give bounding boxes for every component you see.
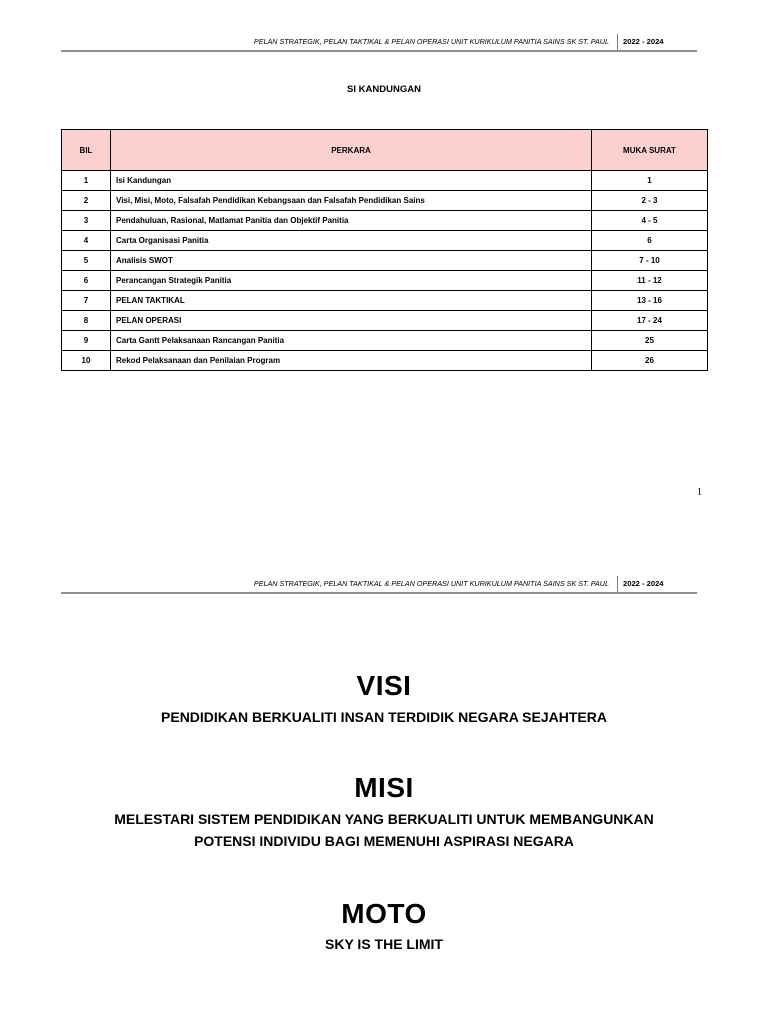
row-item: Carta Organisasi Panitia [111,231,592,251]
moto-text: SKY IS THE LIMIT [325,936,443,952]
row-item: Rekod Pelaksanaan dan Penilaian Program [111,351,592,371]
row-page: 2 - 3 [592,191,708,211]
col-muka-surat: MUKA SURAT [592,130,708,171]
table-row [62,271,708,291]
row-bil: 8 [62,311,111,331]
moto-title: MOTO [341,898,427,929]
row-page: 13 - 16 [592,291,708,311]
row-bil: 10 [62,351,111,371]
col-bil: BIL [62,130,111,171]
row-bil: 6 [62,271,111,291]
table-row [62,351,708,371]
page-number: 1 [697,487,702,498]
row-item: Analisis SWOT [111,251,592,271]
col-perkara: PERKARA [111,130,592,171]
table-row [62,171,708,191]
row-bil: 3 [62,211,111,231]
header-years: 2022 - 2024 [623,37,664,46]
header-rule [61,592,697,594]
row-bil: 2 [62,191,111,211]
table-row [62,331,708,351]
header-separator [617,34,618,50]
table-row [62,311,708,331]
page-header [61,560,697,592]
row-bil: 1 [62,171,111,191]
visi-text: PENDIDIKAN BERKUALITI INSAN TERDIDIK NEGARA SEJAHTERA [161,709,607,725]
toc-heading: SI KANDUNGAN [347,84,421,95]
row-item: PELAN OPERASI [111,311,592,331]
row-item: Visi, Misi, Moto, Falsafah Pendidikan Kebangsaan dan Falsafah Pendidikan Sains [111,191,592,211]
header-title: PELAN STRATEGIK, PELAN TAKTIKAL & PELAN OPERASI UNIT KURIKULUM PANITIA SAINS SK ST. PAUL [253,579,609,588]
row-page: 1 [592,171,708,191]
toc-table [61,129,708,371]
header-title: PELAN STRATEGIK, PELAN TAKTIKAL & PELAN OPERASI UNIT KURIKULUM PANITIA SAINS SK ST. PAUL [253,37,609,46]
page-header [61,0,697,50]
misi-line-2: POTENSI INDIVIDU BAGI MEMENUHI ASPIRASI NEGARA [194,833,574,849]
visi-title: VISI [356,670,412,701]
row-bil: 4 [62,231,111,251]
row-bil: 7 [62,291,111,311]
table-row [62,291,708,311]
table-row [62,211,708,231]
row-bil: 5 [62,251,111,271]
misi-title: MISI [354,772,414,803]
table-row [62,231,708,251]
row-page: 25 [592,331,708,351]
header-years: 2022 - 2024 [623,579,664,588]
row-page: 17 - 24 [592,311,708,331]
row-page: 11 - 12 [592,271,708,291]
page-2 [0,560,768,1024]
misi-text [0,808,768,852]
row-page: 4 - 5 [592,211,708,231]
row-page: 6 [592,231,708,251]
table-row [62,251,708,271]
row-bil: 9 [62,331,111,351]
toc-header-row [62,130,708,171]
header-rule [61,50,697,52]
row-item: PELAN TAKTIKAL [111,291,592,311]
row-page: 26 [592,351,708,371]
row-item: Carta Gantt Pelaksanaan Rancangan Panitia [111,331,592,351]
table-row [62,191,708,211]
row-item: Isi Kandungan [111,171,592,191]
row-item: Perancangan Strategik Panitia [111,271,592,291]
row-page: 7 - 10 [592,251,708,271]
header-separator [617,576,618,592]
misi-line-1: MELESTARI SISTEM PENDIDIKAN YANG BERKUALITI UNTUK MEMBANGUNKAN [114,811,654,827]
row-item: Pendahuluan, Rasional, Matlamat Panitia dan Objektif Panitia [111,211,592,231]
